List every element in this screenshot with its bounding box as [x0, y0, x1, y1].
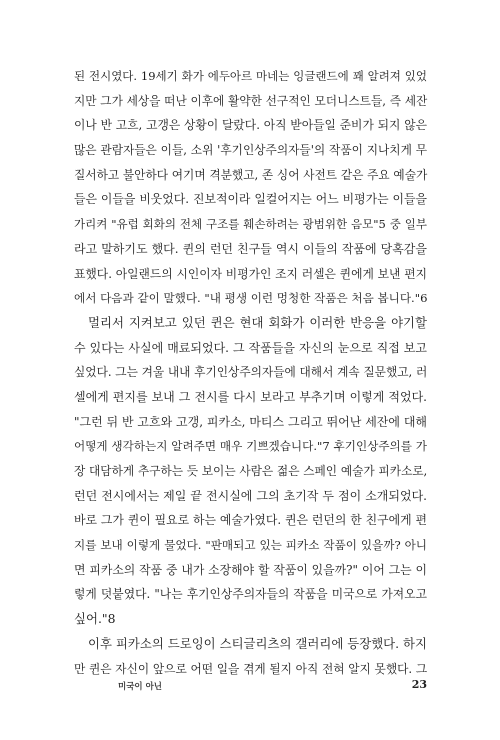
text-line: 바로 그가 퀸이 필요로 하는 예술가였다. 퀸은 런던의 한 친구에게 편 [74, 513, 427, 528]
text-line: 들은 이들을 비웃었다. 진보적이라 일컬어지는 어느 비평가는 이들을 [74, 192, 427, 207]
text-line: 수 있다는 사실에 매료되었다. 그 작품들을 자신의 눈으로 직접 보고 [74, 340, 427, 355]
text-line: 많은 관람자들은 이들, 소위 '후기인상주의자들'의 작품이 지나치게 무 [74, 143, 427, 158]
text-line: 싶었다. 그는 겨울 내내 후기인상주의자들에 대해서 계속 질문했고, 러 [74, 365, 428, 380]
text-line: 이나 반 고흐, 고갱은 상황이 달랐다. 아직 받아들일 준비가 되지 않은 [74, 118, 427, 133]
text-line: 싶어."8 [74, 611, 116, 627]
body-text [74, 64, 427, 681]
text-line: 표했다. 아일랜드의 시인이자 비평가인 조지 러셀은 퀸에게 보낸 편지 [74, 266, 427, 281]
text-line: 장 대담하게 추구하는 듯 보이는 사람은 젊은 스페인 예술가 피카소로, [74, 464, 428, 478]
text-line: 셀에게 편지를 보내 그 전시를 다시 보라고 부추기며 이렇게 적었다. [74, 389, 427, 404]
text-line: 이후 피카소의 드로잉이 스티글리츠의 갤러리에 등장했다. 하지 [88, 635, 427, 651]
text-line: 면 피카소의 작품 중 내가 소장해야 할 작품이 있을까?" 이어 그는 이 [74, 562, 427, 577]
text-line: 질서하고 불안하다 여기며 격분했고, 존 싱어 사전트 같은 주요 예술가 [74, 167, 428, 182]
text-line: 지만 그가 세상을 떠난 이후에 활약한 선구적인 모더니스트들, 즉 세잔 [74, 93, 428, 108]
text-line: "그런 뒤 반 고흐와 고갱, 피카소, 마티스 그리고 뛰어난 세잔에 대해 [74, 414, 427, 429]
text-line: 가리켜 "유럽 회화의 전체 구조를 훼손하려는 광범위한 음모"5 중 일부 [74, 217, 427, 232]
text-line: 멀리서 지켜보고 있던 퀸은 현대 회화가 이러한 반응을 야기할 [88, 314, 427, 330]
text-line: 만 퀸은 자신이 앞으로 어떤 일을 겪게 될지 아직 전혀 알지 못했다. 그 [74, 661, 428, 676]
running-title: 미국이 아닌 [118, 682, 163, 692]
text-line: 어떻게 생각하는지 알려주면 매우 기쁘겠습니다."7 후기인상주의를 가 [74, 439, 427, 454]
paragraph-2 [74, 311, 427, 632]
text-line: 라고 말하기도 했다. 퀸의 런던 친구들 역시 이들의 작품에 당혹감을 [74, 241, 427, 256]
text-line: 렇게 덧붙였다. "나는 후기인상주의자들의 작품을 미국으로 가져오고 [74, 587, 427, 602]
text-line: 런던 전시에서는 제일 끝 전시실에 그의 초기작 두 점이 소개되었다. [74, 488, 427, 503]
paragraph-1 [74, 64, 427, 311]
text-line: 된 전시였다. 19세기 화가 에두아르 마네는 잉글랜드에 꽤 알려져 있었 [74, 69, 427, 83]
page-number: 23 [411, 678, 427, 691]
text-line: 지를 보내 이렇게 물었다. "판매되고 있는 피카소 작품이 있을까? 아니 [74, 538, 427, 553]
page-footer [74, 680, 427, 696]
text-line: 에서 다음과 같이 말했다. "내 평생 이런 멍청한 작품은 처음 봅니다."6 [74, 291, 428, 306]
paragraph-3 [74, 632, 427, 681]
